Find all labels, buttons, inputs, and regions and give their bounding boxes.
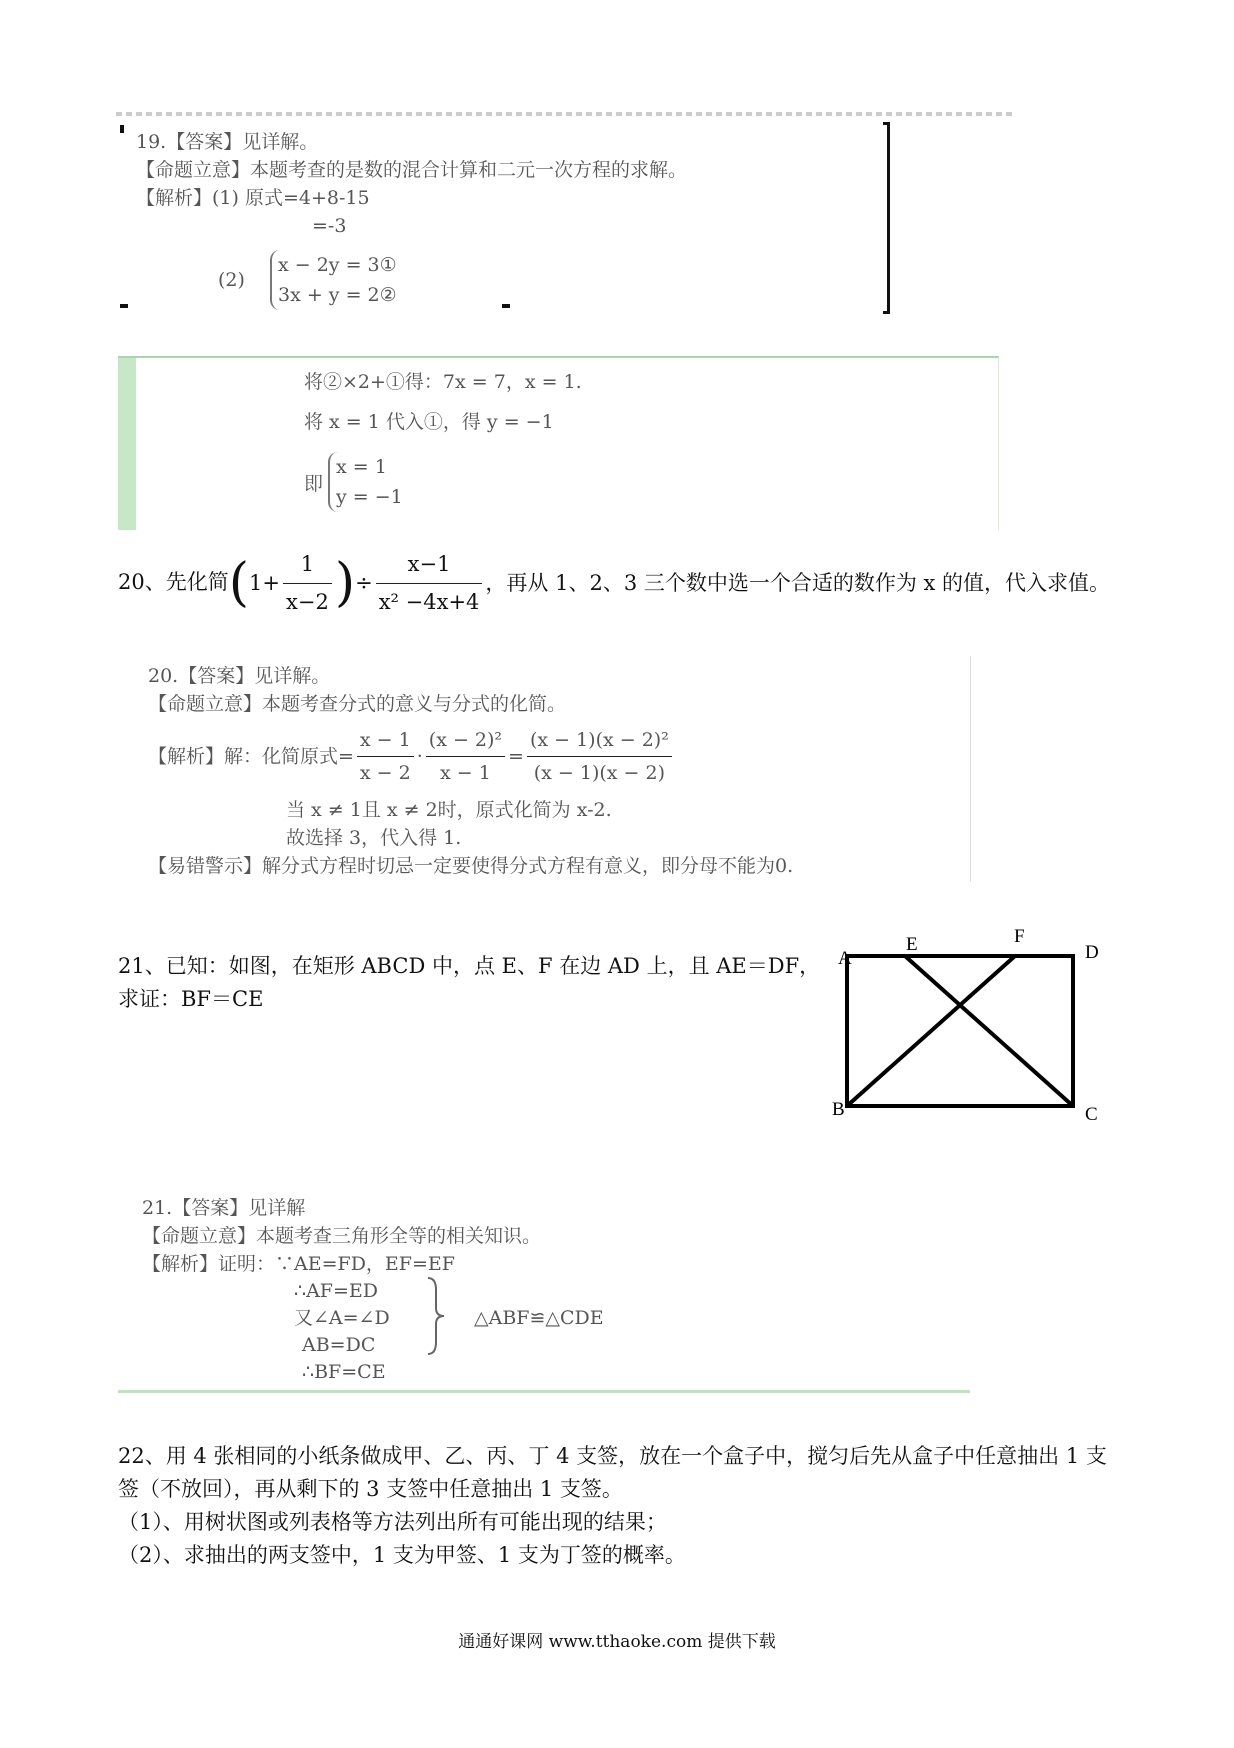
label-d: D (1085, 942, 1099, 963)
q20-frac2-num: x−1 (376, 548, 483, 584)
crop-mark (120, 304, 128, 308)
q19-analysis: 【解析】(1) 原式=4+8-15 (136, 187, 370, 209)
rectangle-figure (830, 920, 1120, 1130)
q20-one: 1+ (249, 571, 280, 595)
q20-warning: 【易错警示】解分式方程时切忌一定要使得分式方程有意义，即分母不能为0. (148, 855, 794, 877)
q19-part2-label: (2) (218, 269, 245, 291)
paren-close: ) (334, 553, 356, 613)
q20-suffix: ，再从 1、2、3 三个数中选一个合适的数作为 x 的值，代入求值。 (485, 571, 1111, 595)
q19-intent: 【命题立意】本题考查的是数的混合计算和二元一次方程的求解。 (136, 159, 688, 181)
q19-answer: 19.【答案】见详解。 (136, 131, 319, 153)
green-side-bar (118, 358, 136, 530)
q19-eq1: x − 2y = 3① (278, 254, 397, 276)
q22-line4: （2）、求抽出的两支签中，1 支为甲签、1 支为丁签的概率。 (118, 1543, 686, 1567)
q20-analysis (148, 726, 675, 787)
q20-question (118, 548, 1110, 619)
right-brace (424, 1276, 448, 1356)
q20-analysis-label: 【解析】解：化简原式= (148, 745, 354, 768)
q20-condition: 当 x ≠ 1且 x ≠ 2时，原式化简为 x-2. (286, 799, 612, 821)
q20-box-edge (970, 656, 971, 882)
q20-a-frac2-num: (x − 2)² (426, 726, 505, 757)
q20-frac2-den: x² −4x+4 (378, 590, 480, 614)
q20-frac1-den: x−2 (286, 590, 329, 614)
q20-frac1 (283, 548, 332, 619)
q20-a-frac1-den: x − 2 (359, 762, 411, 784)
right-bracket (883, 122, 890, 314)
q20-div: ÷ (355, 571, 373, 595)
q20-a-frac1-num: x − 1 (357, 726, 414, 757)
q22-line3: （1）、用树状图或列表格等方法列出所有可能出现的结果； (118, 1510, 667, 1534)
rectangle-abcd (847, 956, 1073, 1106)
green-divider (118, 1390, 970, 1393)
q21-proof2: ∴AF=ED (294, 1280, 379, 1302)
q20-prefix: 20、先化简 (118, 570, 229, 594)
q21-proof4: AB=DC (302, 1334, 376, 1356)
q21-proof3: 又∠A=∠D (294, 1307, 390, 1329)
q19-step2: 将 x = 1 代入①，得 y = −1 (304, 411, 554, 433)
q20-frac2 (376, 548, 483, 619)
q21-proof1: 【解析】证明：∵AE=FD，EF=EF (142, 1253, 455, 1275)
q19-solution-label: 即 (304, 473, 324, 495)
q22-line1: 22、用 4 张相同的小纸条做成甲、乙、丙、丁 4 支签，放在一个盒子中，搅匀后先从盒子中任意抽出 1 支 (118, 1444, 1107, 1468)
paren-open: ( (228, 553, 250, 613)
q19-sol-x: x = 1 (336, 456, 387, 478)
q20-a-frac3-den: (x − 1)(x − 2) (533, 762, 666, 784)
q20-a-frac1 (357, 726, 414, 787)
q21-proof5: ∴BF=CE (302, 1361, 386, 1383)
label-e: E (906, 934, 918, 955)
q20-intent: 【命题立意】本题考查分式的意义与分式的化简。 (148, 693, 567, 715)
q20-frac1-num: 1 (283, 548, 332, 584)
q21-line2: 求证：BF＝CE (118, 987, 264, 1011)
q20-a-eq: = (508, 745, 524, 768)
q21-answer: 21.【答案】见详解 (142, 1197, 306, 1219)
q21-line1: 21、已知：如图，在矩形 ABCD 中，点 E、F 在边 AD 上，且 AE＝DF， (118, 954, 821, 978)
q22-line2: 签（不放回），再从剩下的 3 支签中任意抽出 1 支签。 (118, 1477, 623, 1501)
q19-result: =-3 (312, 215, 347, 237)
label-b: B (832, 1099, 845, 1120)
q19-solution-box (118, 356, 999, 530)
q20-choose: 故选择 3，代入得 1. (286, 827, 462, 849)
label-f: F (1014, 926, 1025, 947)
crop-mark (502, 304, 510, 308)
q20-a-frac3 (527, 726, 672, 787)
q20-a-frac3-num: (x − 1)(x − 2)² (527, 726, 672, 757)
q20-a-frac2-den: x − 1 (440, 762, 491, 784)
page-footer: 通通好课网 www.tthaoke.com 提供下载 (458, 1632, 776, 1652)
q19-eq2: 3x + y = 2② (278, 284, 397, 306)
q20-a-frac2 (426, 726, 505, 787)
label-c: C (1085, 1104, 1098, 1125)
q21-intent: 【命题立意】本题考查三角形全等的相关知识。 (142, 1225, 542, 1247)
label-a: A (838, 948, 852, 969)
q20-a-dot: · (416, 745, 423, 768)
q19-system (270, 250, 397, 310)
q20-answer: 20.【答案】见详解。 (148, 665, 331, 687)
q19-solution-system (328, 452, 403, 512)
q19-sol-y: y = −1 (336, 486, 403, 508)
q21-congruent: △ABF≌△CDE (474, 1307, 604, 1329)
crop-mark (120, 125, 124, 133)
cut-text-line (116, 112, 1016, 116)
q19-step1: 将②×2+①得：7x = 7，x = 1. (304, 371, 582, 393)
